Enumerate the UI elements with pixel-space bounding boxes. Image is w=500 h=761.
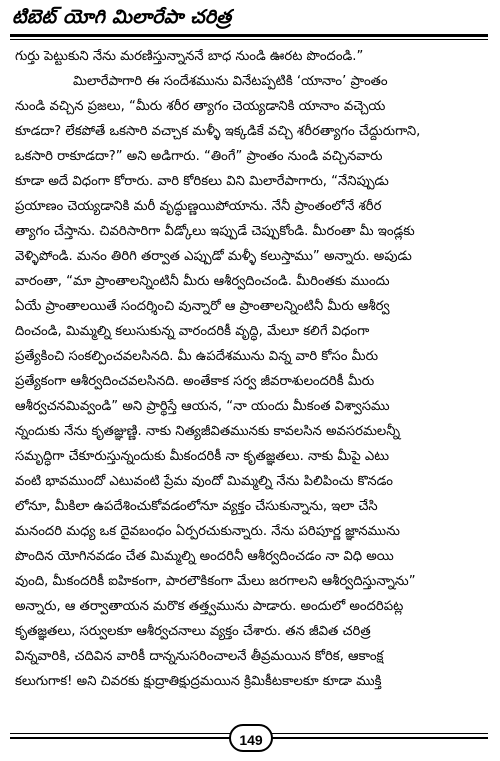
text-line: కూడా అదే విధంగా కోరారు. వారి కోరికలు విని మిలారేపాగారు, “నేనిప్పుడు: [15, 174, 389, 189]
text-line: న్నందుకు నేను కృతజ్ఞుణ్ణి. నాకు నిత్యజీవితమునకు కావలసిన అవసరమలన్నీ: [15, 424, 401, 439]
text-line: మిలారేపాగారి ఈ సందేశమును వినేటప్పటికి ‘యానాం’ ప్రాంతం: [73, 74, 388, 89]
header-rule-thin: [10, 39, 488, 40]
page-number: 149: [229, 724, 273, 752]
text-line: గుర్తు పెట్టుకుని నేను మరణిస్తున్నాననే బాధ నుండి ఊరట పొందండి.”: [15, 49, 364, 64]
text-line: వుంది, మీకందరికీ ఐహికంగా, పారలౌకికంగా మేలు జరగాలని ఆశీర్వదిస్తున్నాను”: [15, 574, 416, 589]
book-title: టిబెట్ యోగి మిలారేపా చరిత్ర: [12, 6, 232, 28]
text-line: వంటి భావముందో ఎటువంటి ప్రేమ వుందో మిమ్మల్ని నేను పిలిపించు కొనడం: [15, 474, 393, 489]
text-line: సమృద్ధిగా చేకూరుస్తున్నందుకు మీకందరికీ నా కృతజ్ఞతలు. నాకు మీపై ఎటు: [15, 449, 390, 464]
text-line: వెళ్ళిపోండి. మనం తిరిగి తర్వాత ఎప్పుడో మళ్ళీ కలుస్తాము” అన్నారు. అపుడు: [15, 249, 412, 264]
text-line: ప్రత్యేకంగా ఆశీర్వదించవలసినది. అంతేకాక సర్వ జీవరాశులందరికీ మీరు: [15, 374, 375, 389]
text-line: నుండి వచ్చిన ప్రజలు, “మీరు శరీర త్యాగం చెయ్యడానికి యానాం వచ్చెయ: [15, 99, 386, 114]
text-line: త్యాగం చేస్తాను. చివరిసారిగా వీడ్కోలు ఇప్పుడే చెప్పుకోండి. మీరంతా మీ ఇండ్లకు: [15, 224, 415, 239]
text-line: ఒకసారి రాకూడదా?” అని అడిగారు. “తింగే” ప్రాంతం నుండి వచ్చినవారు: [15, 149, 383, 164]
text-line: కృతజ్ఞతలు, సర్వులకూ ఆశీర్వచనాలు వ్యక్తం చేశారు. తన జీవిత చరిత్ర: [15, 624, 371, 639]
text-line: ఆశీర్వచనమివ్వండి” అని ప్రార్థిస్తే ఆయన, “నా యందు మీకంత విశ్వాసము: [15, 399, 390, 414]
text-line: పొందిన యోగినవడం చేత మిమ్మల్ని అందరినీ ఆశీర్వదించడం నా విధి అయి: [15, 549, 394, 564]
text-line: దించండి, మిమ్మల్ని కలుసుకున్న వారందరికీ వృద్ధి, మేలూ కలిగే విధంగా: [15, 324, 370, 339]
text-line: అన్నారు, ఆ తర్వాతాయన మరొక తత్త్వమును పాడారు. అందులో అందరిపట్ల: [15, 599, 404, 614]
text-line: కలుగుగాక! అని చివరకు క్షుద్రాతిక్షుద్రమయిన క్రిమికీటకాలకూ కూడా ముక్తి: [15, 674, 382, 689]
text-line: మనందరి మధ్య ఒక దైవబంధం ఏర్పరచుకున్నారు. నేను పరిపూర్ణ జ్ఞానమును: [15, 524, 400, 539]
text-line: లోనూ, మీకిలా ఉపదేశించుకోవడంలోనూ వ్యక్తం చేసుకున్నాను, ఇలా చేసి: [15, 499, 378, 514]
text-line: ప్రత్యేకించి సంకల్పించవలసినది. మీ ఉపదేశమును విన్న వారి కోసం మీరు: [15, 349, 379, 364]
text-line: కూడదా? లేకపోతే ఒకసారి వచ్చాక మళ్ళీ ఇక్కడికే వచ్చి శరీరత్యాగం చేద్దురుగాని,: [15, 124, 421, 139]
text-line: వారంతా, “మా ప్రాంతాలన్నింటినీ మీరు ఆశీర్వదించండి. మీరింతకు ముందు: [15, 274, 390, 289]
page-header: [10, 4, 488, 34]
text-line: ప్రయాణం చెయ్యడానికి మరీ వృద్ధుణ్ణయిపోయాను. నేనీ ప్రాంతంలోనే శరీర: [15, 199, 382, 214]
body-text: [15, 44, 483, 694]
header-rule-thick: [10, 34, 488, 37]
text-line: ఏయే ప్రాంతాలయితే సందర్శించి వున్నారో ఆ ప్రాంతాలన్నింటినీ మీరు ఆశీర్వ: [15, 299, 390, 314]
text-line: విన్నవారికి, చదివిన వారికీ దాన్ననుసరించాలనే తీవ్రమయిన కోరిక, ఆకాంక్ష: [15, 649, 384, 664]
